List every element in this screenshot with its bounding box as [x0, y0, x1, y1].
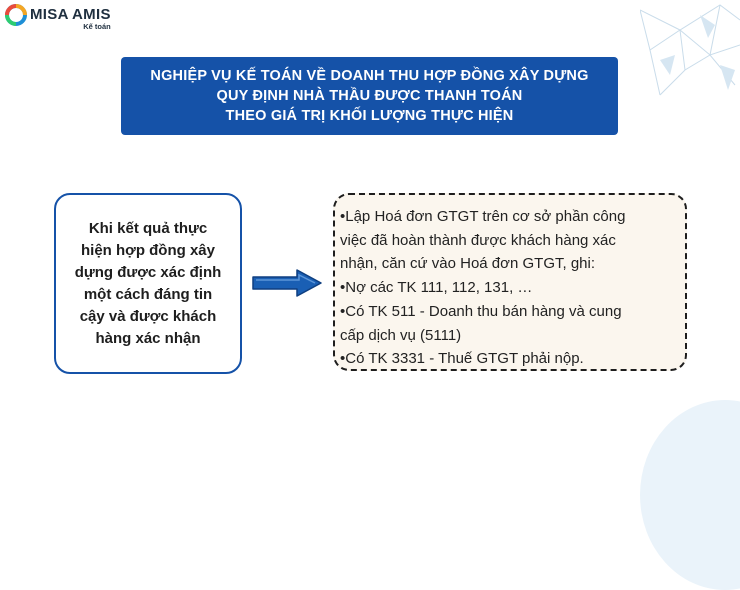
right-arrow-icon — [251, 268, 323, 298]
condition-line: cậy và được khách — [79, 307, 217, 325]
misa-logo-icon — [5, 4, 27, 26]
title-line: QUY ĐỊNH NHÀ THẦU ĐƯỢC THANH TOÁN — [216, 88, 523, 104]
entry-line: •Lập Hoá đơn GTGT trên cơ sở phần công — [340, 208, 626, 225]
logo-subtitle: Kế toán — [83, 22, 111, 31]
condition-line: Khi kết quả thực — [88, 219, 208, 237]
condition-line: hàng xác nhận — [95, 329, 201, 347]
condition-line: hiện hợp đồng xây — [80, 241, 215, 259]
decorative-circle — [640, 400, 740, 590]
logo-name: MISA AMIS — [30, 6, 111, 23]
condition-box — [54, 193, 242, 374]
entry-line: nhận, căn cứ vào Hoá đơn GTGT, ghi: — [340, 255, 596, 273]
entry-line: •Nợ các TK 111, 112, 131, … — [340, 279, 533, 297]
misa-amis-logo — [5, 4, 111, 31]
title-line: NGHIỆP VỤ KẾ TOÁN VỀ DOANH THU HỢP ĐỒNG XÂY DỰNG — [150, 68, 589, 84]
title-line: THEO GIÁ TRỊ KHỐI LƯỢNG THỰC HIỆN — [225, 108, 514, 124]
entry-line: •Có TK 3331 - Thuế GTGT phải nộp. — [340, 350, 584, 368]
title-banner — [121, 57, 618, 135]
entry-line: việc đã hoàn thành được khách hàng xác — [340, 231, 616, 249]
decorative-network-lines — [640, 0, 740, 110]
entry-line: •Có TK 511 - Doanh thu bán hàng và cung — [340, 302, 622, 320]
entry-line: cấp dịch vụ (5111) — [340, 326, 462, 344]
accounting-entries-box — [333, 193, 687, 371]
condition-line: dựng được xác định — [74, 263, 222, 281]
condition-line: một cách đáng tin — [83, 285, 213, 303]
